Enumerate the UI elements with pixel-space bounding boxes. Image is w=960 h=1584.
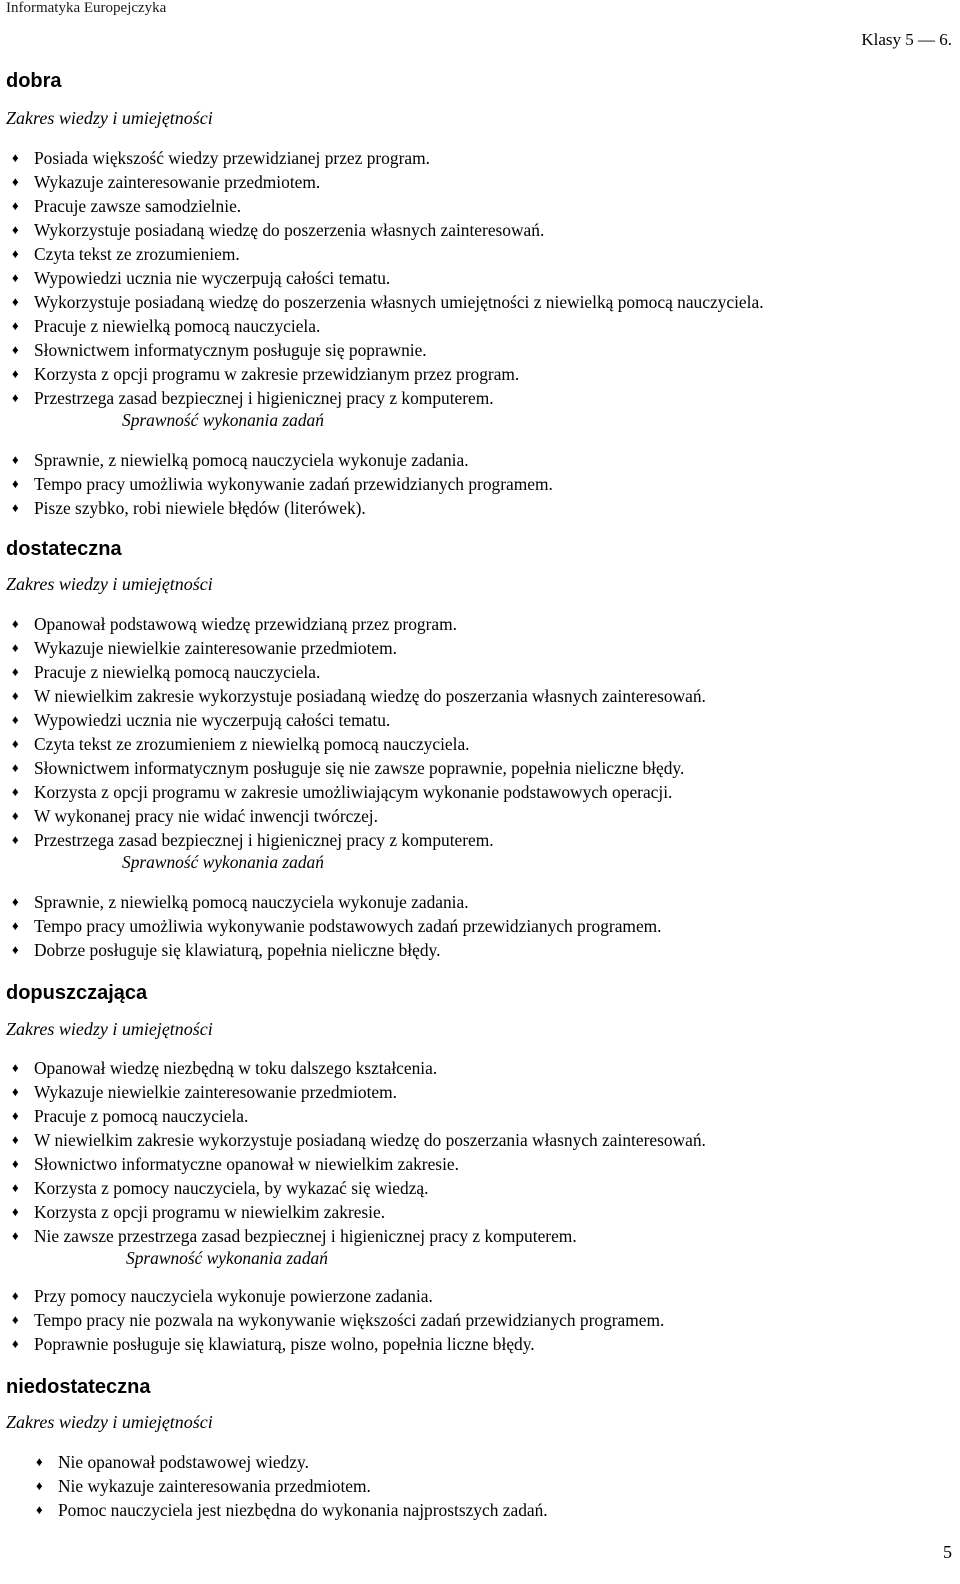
diamond-bullet-icon: ♦ xyxy=(12,1336,19,1351)
diamond-bullet-icon: ♦ xyxy=(12,1204,19,1219)
list-item-text: Korzysta z opcji programu w zakresie przewidzianym przez program. xyxy=(34,364,520,384)
list-item-text: Korzysta z pomocy nauczyciela, by wykazać się wiedzą. xyxy=(34,1178,429,1198)
list-item-text: Opanował wiedzę niezbędną w toku dalszego kształcenia. xyxy=(34,1058,438,1078)
list-item-text: Poprawnie posługuje się klawiaturą, pisze wolno, popełnia liczne błędy. xyxy=(34,1334,535,1354)
list-item xyxy=(0,660,706,684)
list-item xyxy=(0,448,553,472)
list-item xyxy=(0,1284,664,1308)
diamond-bullet-icon: ♦ xyxy=(12,784,19,799)
list-item-text: Opanował podstawową wiedzę przewidzianą przez program. xyxy=(34,614,457,634)
diamond-bullet-icon: ♦ xyxy=(12,198,19,213)
list-item-text: W wykonanej pracy nie widać inwencji twórczej. xyxy=(34,806,378,826)
list-item-text: Tempo pracy umożliwia wykonywanie podstawowych zadań przewidzianych programem. xyxy=(34,916,662,936)
list-item-text: Nie opanował podstawowej wiedzy. xyxy=(58,1452,309,1472)
list-item xyxy=(0,684,706,708)
list-item-text: Wypowiedzi ucznia nie wyczerpują całości tematu. xyxy=(34,710,391,730)
list-item xyxy=(0,362,764,386)
diamond-bullet-icon: ♦ xyxy=(12,616,19,631)
skill-heading: Sprawność wykonania zadań xyxy=(122,410,324,430)
diamond-bullet-icon: ♦ xyxy=(12,894,19,909)
page-number: 5 xyxy=(943,1542,952,1562)
diamond-bullet-icon: ♦ xyxy=(36,1454,43,1469)
list-item xyxy=(0,1104,706,1128)
list-item xyxy=(0,708,706,732)
list-item-text: Czyta tekst ze zrozumieniem. xyxy=(34,244,240,264)
list-item xyxy=(0,1474,548,1498)
list-item xyxy=(0,314,764,338)
diamond-bullet-icon: ♦ xyxy=(12,1108,19,1123)
list-item-text: W niewielkim zakresie wykorzystuje posiadaną wiedzę do poszerzania własnych zainteresowań. xyxy=(34,1130,706,1150)
diamond-bullet-icon: ♦ xyxy=(36,1502,43,1517)
diamond-bullet-icon: ♦ xyxy=(12,1156,19,1171)
list-item-text: Nie zawsze przestrzega zasad bezpiecznej i higienicznej pracy z komputerem. xyxy=(34,1226,577,1246)
knowledge-list xyxy=(0,1450,548,1522)
list-item xyxy=(0,290,764,314)
skill-list xyxy=(0,448,553,520)
list-item xyxy=(0,1152,706,1176)
diamond-bullet-icon: ♦ xyxy=(12,270,19,285)
diamond-bullet-icon: ♦ xyxy=(36,1478,43,1493)
list-item xyxy=(0,496,553,520)
list-item xyxy=(0,194,764,218)
list-item-text: Pracuje z niewielką pomocą nauczyciela. xyxy=(34,316,321,336)
list-item-text: Słownictwo informatyczne opanował w niewielkim zakresie. xyxy=(34,1154,459,1174)
list-item-text: Słownictwem informatycznym posługuje się poprawnie. xyxy=(34,340,427,360)
diamond-bullet-icon: ♦ xyxy=(12,174,19,189)
knowledge-heading: Zakres wiedzy i umiejętności xyxy=(6,1412,213,1432)
diamond-bullet-icon: ♦ xyxy=(12,318,19,333)
list-item xyxy=(0,146,764,170)
diamond-bullet-icon: ♦ xyxy=(12,1228,19,1243)
diamond-bullet-icon: ♦ xyxy=(12,390,19,405)
list-item xyxy=(0,1450,548,1474)
diamond-bullet-icon: ♦ xyxy=(12,1312,19,1327)
skill-list xyxy=(0,1284,664,1356)
diamond-bullet-icon: ♦ xyxy=(12,832,19,847)
list-item xyxy=(0,612,706,636)
list-item xyxy=(0,756,706,780)
diamond-bullet-icon: ♦ xyxy=(12,366,19,381)
list-item xyxy=(0,938,662,962)
document-header-title: Informatyka Europejczyka xyxy=(6,0,167,16)
list-item xyxy=(0,1128,706,1152)
list-item xyxy=(0,1498,548,1522)
list-item-text: Pracuje z pomocą nauczyciela. xyxy=(34,1106,249,1126)
list-item-text: Wykazuje niewielkie zainteresowanie przedmiotem. xyxy=(34,1082,398,1102)
diamond-bullet-icon: ♦ xyxy=(12,342,19,357)
list-item-text: Posiada większość wiedzy przewidzianej przez program. xyxy=(34,148,430,168)
list-item-text: Wykazuje zainteresowanie przedmiotem. xyxy=(34,172,321,192)
list-item xyxy=(0,1176,706,1200)
knowledge-list xyxy=(0,1056,706,1248)
list-item-text: Pracuje zawsze samodzielnie. xyxy=(34,196,242,216)
diamond-bullet-icon: ♦ xyxy=(12,918,19,933)
list-item xyxy=(0,218,764,242)
list-item xyxy=(0,266,764,290)
list-item xyxy=(0,386,764,410)
grade-heading-dopuszczajaca: dopuszczająca xyxy=(6,982,148,1004)
list-item-text: Słownictwem informatycznym posługuje się nie zawsze poprawnie, popełnia nieliczne błędy. xyxy=(34,758,685,778)
list-item-text: Przestrzega zasad bezpiecznej i higienicznej pracy z komputerem. xyxy=(34,830,494,850)
list-item xyxy=(0,890,662,914)
list-item xyxy=(0,732,706,756)
list-item-text: W niewielkim zakresie wykorzystuje posiadaną wiedzę do poszerzania własnych zainteresowań. xyxy=(34,686,706,706)
diamond-bullet-icon: ♦ xyxy=(12,246,19,261)
skill-heading: Sprawność wykonania zadań xyxy=(126,1248,328,1268)
diamond-bullet-icon: ♦ xyxy=(12,452,19,467)
diamond-bullet-icon: ♦ xyxy=(12,640,19,655)
list-item xyxy=(0,1332,664,1356)
list-item xyxy=(0,804,706,828)
knowledge-heading: Zakres wiedzy i umiejętności xyxy=(6,108,213,128)
diamond-bullet-icon: ♦ xyxy=(12,760,19,775)
diamond-bullet-icon: ♦ xyxy=(12,736,19,751)
diamond-bullet-icon: ♦ xyxy=(12,1288,19,1303)
diamond-bullet-icon: ♦ xyxy=(12,1060,19,1075)
list-item-text: Pracuje z niewielką pomocą nauczyciela. xyxy=(34,662,321,682)
knowledge-heading: Zakres wiedzy i umiejętności xyxy=(6,574,213,594)
knowledge-list xyxy=(0,612,706,852)
list-item-text: Sprawnie, z niewielką pomocą nauczyciela wykonuje zadania. xyxy=(34,450,469,470)
list-item-text: Czyta tekst ze zrozumieniem z niewielką pomocą nauczyciela. xyxy=(34,734,470,754)
knowledge-heading: Zakres wiedzy i umiejętności xyxy=(6,1019,213,1039)
list-item-text: Wykorzystuje posiadaną wiedzę do poszerzenia własnych umiejętności z niewielką pomocą nauczyciela. xyxy=(34,292,764,312)
diamond-bullet-icon: ♦ xyxy=(12,1180,19,1195)
diamond-bullet-icon: ♦ xyxy=(12,712,19,727)
skill-heading: Sprawność wykonania zadań xyxy=(122,852,324,872)
diamond-bullet-icon: ♦ xyxy=(12,1084,19,1099)
diamond-bullet-icon: ♦ xyxy=(12,500,19,515)
diamond-bullet-icon: ♦ xyxy=(12,1132,19,1147)
diamond-bullet-icon: ♦ xyxy=(12,294,19,309)
list-item xyxy=(0,1308,664,1332)
list-item-text: Wypowiedzi ucznia nie wyczerpują całości tematu. xyxy=(34,268,391,288)
diamond-bullet-icon: ♦ xyxy=(12,808,19,823)
list-item xyxy=(0,914,662,938)
list-item xyxy=(0,1224,706,1248)
list-item-text: Nie wykazuje zainteresowania przedmiotem. xyxy=(58,1476,371,1496)
diamond-bullet-icon: ♦ xyxy=(12,222,19,237)
list-item-text: Korzysta z opcji programu w zakresie umożliwiającym wykonanie podstawowych operacji. xyxy=(34,782,673,802)
diamond-bullet-icon: ♦ xyxy=(12,150,19,165)
list-item-text: Wykazuje niewielkie zainteresowanie przedmiotem. xyxy=(34,638,398,658)
list-item xyxy=(0,828,706,852)
grade-heading-dobra: dobra xyxy=(6,70,62,92)
list-item-text: Pisze szybko, robi niewiele błędów (literówek). xyxy=(34,498,366,518)
list-item-text: Tempo pracy nie pozwala na wykonywanie większości zadań przewidzianych programem. xyxy=(34,1310,665,1330)
list-item xyxy=(0,242,764,266)
grade-heading-niedostateczna: niedostateczna xyxy=(6,1376,151,1398)
list-item xyxy=(0,338,764,362)
list-item-text: Przy pomocy nauczyciela wykonuje powierzone zadania. xyxy=(34,1286,433,1306)
list-item-text: Korzysta z opcji programu w niewielkim zakresie. xyxy=(34,1202,386,1222)
list-item xyxy=(0,1080,706,1104)
list-item xyxy=(0,1056,706,1080)
list-item xyxy=(0,472,553,496)
diamond-bullet-icon: ♦ xyxy=(12,688,19,703)
list-item-text: Pomoc nauczyciela jest niezbędna do wykonania najprostszych zadań. xyxy=(58,1500,548,1520)
list-item xyxy=(0,780,706,804)
list-item-text: Tempo pracy umożliwia wykonywanie zadań przewidzianych programem. xyxy=(34,474,553,494)
list-item xyxy=(0,1200,706,1224)
list-item-text: Wykorzystuje posiadaną wiedzę do poszerzenia własnych zainteresowań. xyxy=(34,220,545,240)
knowledge-list xyxy=(0,146,764,410)
diamond-bullet-icon: ♦ xyxy=(12,664,19,679)
grade-heading-dostateczna: dostateczna xyxy=(6,538,122,560)
document-header-classes: Klasy 5 — 6. xyxy=(861,30,952,49)
list-item-text: Dobrze posługuje się klawiaturą, popełnia nieliczne błędy. xyxy=(34,940,441,960)
list-item-text: Przestrzega zasad bezpiecznej i higienicznej pracy z komputerem. xyxy=(34,388,494,408)
list-item-text: Sprawnie, z niewielką pomocą nauczyciela wykonuje zadania. xyxy=(34,892,469,912)
list-item xyxy=(0,170,764,194)
diamond-bullet-icon: ♦ xyxy=(12,942,19,957)
diamond-bullet-icon: ♦ xyxy=(12,476,19,491)
skill-list xyxy=(0,890,662,962)
list-item xyxy=(0,636,706,660)
